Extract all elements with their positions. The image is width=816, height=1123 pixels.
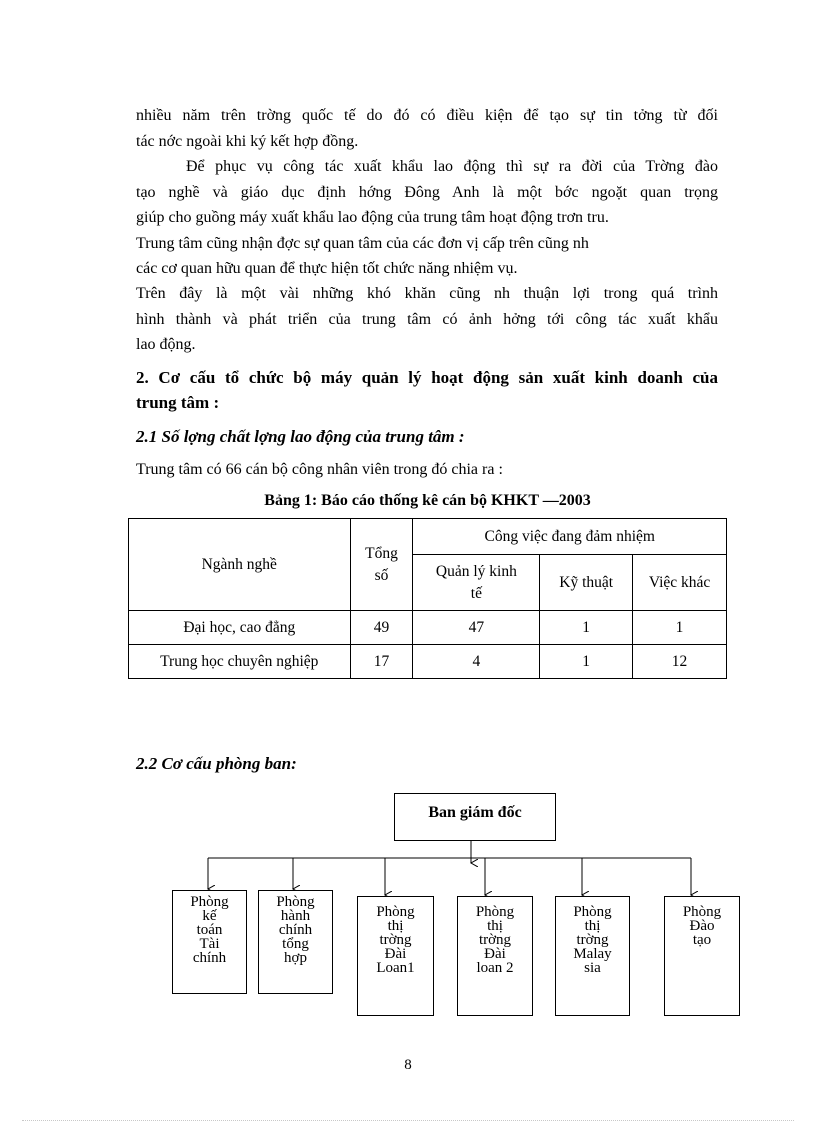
cell-ky-thuat: 1 — [540, 611, 633, 645]
org-box-department — [258, 890, 333, 994]
header-quan-ly-line: tế — [470, 584, 482, 602]
org-box-department — [457, 896, 533, 1016]
header-cong-viec: Công việc đang đảm nhiệm — [413, 519, 727, 555]
box-line: chính — [192, 950, 227, 966]
box-line: tổng — [282, 936, 309, 952]
cell-viec-khac: 12 — [633, 645, 727, 679]
header-quan-ly-line: Quản lý kinh — [435, 562, 517, 580]
cell-name: Đại học, cao đẳng — [129, 611, 351, 645]
page-number: 8 — [404, 1057, 412, 1073]
text-line: nhiều năm trên trờng quốc tế do đó có điều kiện để tạo sự tin tởng từ đối — [136, 107, 718, 124]
heading-line: trung tâm : — [136, 393, 220, 412]
cell-total: 17 — [350, 645, 413, 679]
text-line: lao động. — [136, 336, 196, 353]
cell-quan-ly: 47 — [413, 611, 540, 645]
text-line: các cơ quan hữu quan để thực hiện tốt chức năng nhiệm vụ. — [136, 260, 518, 277]
section-2-2-heading: 2.2 Cơ cấu phòng ban: — [136, 754, 297, 773]
box-line: Phòng — [376, 904, 415, 920]
text-line: Trên đây là một vài những khó khăn cũng nh thuận lợi trong quá trình — [136, 285, 718, 302]
cell-ky-thuat: 1 — [540, 645, 633, 679]
org-box-department — [664, 896, 740, 1016]
cell-viec-khac: 1 — [633, 611, 727, 645]
box-line: trờng — [478, 932, 512, 948]
box-line: Tài — [199, 936, 220, 952]
text-line: tạo nghề và giáo dục định hớng Đông Anh là một bớc ngoặt quan trọng — [136, 183, 718, 201]
box-line: kế — [202, 908, 217, 924]
org-box-department — [555, 896, 630, 1016]
text-line: tác nớc ngoài khi ký kết hợp đồng. — [136, 132, 359, 150]
box-line: trờng — [576, 932, 609, 948]
text-line: hình thành và phát triển của trung tâm có ảnh hởng tới công tác xuất khẩu — [136, 310, 718, 328]
box-line: Phòng — [682, 904, 722, 920]
text-line: Trung tâm cũng nhận đợc sự quan tâm của các đơn vị cấp trên cũng nh — [136, 234, 589, 252]
box-line: trờng — [379, 932, 412, 948]
box-line: Phòng — [573, 904, 612, 920]
box-line: sia — [584, 960, 601, 976]
org-box-department — [172, 890, 247, 994]
header-tong-so-line: Tổng — [365, 544, 398, 562]
cell-name: Trung học chuyên nghiệp — [129, 645, 351, 679]
box-line: Đài — [484, 946, 506, 962]
box-line: thị — [387, 918, 404, 934]
box-line: Phòng — [276, 894, 315, 910]
org-box-ban-giam-doc: Ban giám đốc — [394, 793, 556, 841]
table-caption: Bảng 1: Báo cáo thống kê cán bộ KHKT —2003 — [264, 492, 591, 509]
heading-line: 2. Cơ cấu tổ chức bộ máy quản lý hoạt động sản xuất kinh doanh của — [136, 368, 718, 387]
header-nganh-nghe: Ngành nghề — [129, 519, 351, 611]
box-line: hành — [280, 908, 311, 924]
box-line: Phòng — [475, 904, 515, 920]
box-line: Đào — [689, 918, 715, 934]
box-line: loan 2 — [476, 960, 514, 976]
org-box-department — [357, 896, 434, 1016]
header-tong-so-line: số — [374, 566, 389, 584]
box-line: Malay — [573, 946, 612, 962]
section-2-1-heading: 2.1 Số lợng chất lợng lao động của trung tâm : — [136, 427, 465, 446]
box-line: Loan1 — [376, 960, 415, 976]
cell-total: 49 — [350, 611, 413, 645]
cell-quan-ly: 4 — [413, 645, 540, 679]
header-ky-thuat: Kỹ thuật — [540, 555, 633, 611]
header-viec-khac: Việc khác — [633, 555, 727, 611]
section-2-1-text: Trung tâm có 66 cán bộ công nhân viên trong đó chia ra : — [136, 461, 503, 478]
text-line: giúp cho guồng máy xuất khẩu lao động của trung tâm hoạt động trơn tru. — [136, 209, 609, 226]
box-line: Đài — [384, 946, 407, 962]
text-line: Để phục vụ công tác xuất khẩu lao động thì sự ra đời của Trờng đào — [186, 158, 718, 175]
box-line: tạo — [692, 932, 712, 948]
footer-divider — [22, 1120, 794, 1121]
box-line: Phòng — [190, 894, 229, 910]
box-line: hợp — [284, 950, 307, 966]
box-line: chính — [278, 922, 313, 938]
box-line: thị — [487, 918, 503, 934]
box-line: toán — [196, 922, 223, 938]
box-line: thị — [584, 918, 601, 934]
